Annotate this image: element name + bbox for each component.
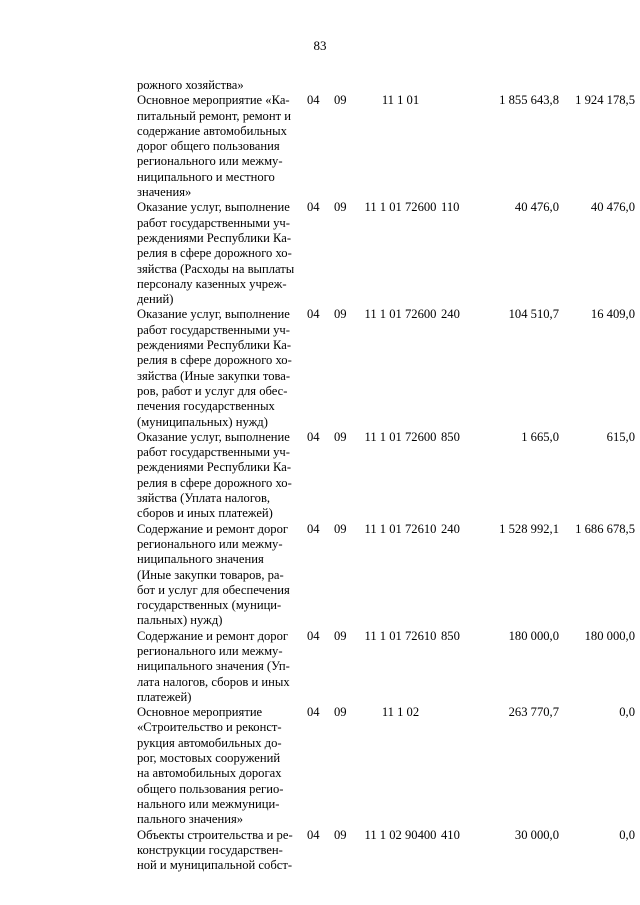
- item-name-cell: [137, 78, 307, 93]
- item-name-line: лата налогов, сборов и иных: [137, 674, 290, 689]
- item-name-line: работ государственными уч-: [137, 322, 290, 337]
- section-code-cell: 04: [307, 827, 320, 842]
- item-name-line: регионального или межму-: [137, 643, 283, 658]
- item-name-line: государственных (муници-: [137, 598, 282, 613]
- item-name-line: Основное мероприятие «Ка-: [137, 93, 290, 108]
- item-name-line: бот и услуг для обеспечения: [137, 582, 290, 597]
- amount-year-2-cell: 180 000,0: [584, 628, 635, 643]
- item-name-line: на автомобильных дорогах: [137, 766, 282, 781]
- section-code-cell: 04: [307, 93, 320, 108]
- amount-year-2-cell: 16 409,0: [590, 307, 635, 322]
- section-code-cell: 04: [307, 628, 320, 643]
- amount-year-1-cell: 1 665,0: [521, 429, 559, 444]
- item-name-line: релия в сфере дорожного хо-: [137, 353, 292, 368]
- section-code-cell: 04: [307, 705, 320, 720]
- item-name-line: релия в сфере дорожного хо-: [137, 246, 292, 261]
- item-name-line: зяйства (Иные закупки това-: [137, 368, 291, 383]
- amount-year-1-cell: 1 528 992,1: [499, 521, 559, 536]
- subsection-code-cell: 09: [334, 307, 347, 322]
- item-name-line: Оказание услуг, выполнение: [137, 429, 290, 444]
- target-article-cell: 11 1 01 72610: [364, 628, 437, 643]
- item-name-line: рукция автомобильных до-: [137, 735, 282, 750]
- item-name-line: ниципального значения: [137, 552, 264, 567]
- item-name-line: пального значения»: [137, 812, 244, 827]
- amount-year-2-cell: 40 476,0: [590, 200, 635, 215]
- amount-year-1-cell: 104 510,7: [508, 307, 559, 322]
- item-name-line: Содержание и ремонт дорог: [137, 521, 289, 536]
- item-name-line: Оказание услуг, выполнение: [137, 307, 290, 322]
- amount-year-2-cell: [559, 78, 635, 93]
- amount-year-1-cell: [467, 78, 559, 93]
- item-name-line: реждениями Республики Ка-: [137, 230, 292, 245]
- item-name-line: рог, мостовых сооружений: [137, 751, 281, 766]
- target-article-cell: 11 1 01 72600: [364, 429, 437, 444]
- item-name-line: «Строительство и реконст-: [137, 720, 282, 735]
- item-name-cell: [137, 200, 307, 307]
- budget-table: [137, 78, 635, 873]
- expense-type-cell: 410: [441, 827, 460, 842]
- item-name-line: рожного хозяйства»: [137, 78, 244, 92]
- item-name-line: реждениями Республики Ка-: [137, 338, 292, 353]
- expense-type-cell: [441, 705, 467, 827]
- target-article-cell: 11 1 01 72600: [364, 200, 437, 215]
- target-article-cell: 11 1 01 72610: [364, 521, 437, 536]
- subsection-code-cell: 09: [334, 705, 347, 720]
- subsection-code-cell: 09: [334, 628, 347, 643]
- item-name-cell: [137, 705, 307, 827]
- item-name-cell: [137, 430, 307, 522]
- table-row: [137, 522, 635, 629]
- item-name-line: общего пользования регио-: [137, 781, 284, 796]
- subsection-code-cell: 09: [334, 827, 347, 842]
- table-row: [137, 828, 635, 874]
- amount-year-2-cell: 1 924 178,5: [575, 93, 635, 108]
- item-name-line: дений): [137, 292, 174, 307]
- amount-year-1-cell: 180 000,0: [508, 628, 559, 643]
- item-name-line: релия в сфере дорожного хо-: [137, 475, 292, 490]
- item-name-line: питальный ремонт, ремонт и: [137, 108, 291, 123]
- item-name-cell: [137, 828, 307, 874]
- table-row: [137, 705, 635, 827]
- item-name-line: дорог общего пользования: [137, 139, 280, 154]
- subsection-code-cell: 09: [334, 93, 347, 108]
- amount-year-2-cell: 1 686 678,5: [575, 521, 635, 536]
- table-row: [137, 430, 635, 522]
- item-name-line: зяйства (Расходы на выплаты: [137, 261, 295, 276]
- item-name-line: (муниципальных) нужд): [137, 414, 268, 429]
- item-name-line: пальных) нужд): [137, 613, 223, 628]
- item-name-line: персоналу казенных учреж-: [137, 276, 287, 291]
- item-name-line: Объекты строительства и ре-: [137, 827, 293, 842]
- item-name-line: Содержание и ремонт дорог: [137, 628, 289, 643]
- table-row: [137, 629, 635, 705]
- amount-year-1-cell: 40 476,0: [514, 200, 559, 215]
- item-name-line: платежей): [137, 689, 192, 704]
- amount-year-2-cell: 0,0: [619, 827, 635, 842]
- expense-type-cell: [441, 93, 467, 200]
- table-body: [137, 78, 635, 873]
- item-name-line: печения государственных: [137, 399, 275, 414]
- item-name-line: зяйства (Уплата налогов,: [137, 491, 271, 506]
- item-name-cell: [137, 307, 307, 429]
- item-name-line: ниципального значения (Уп-: [137, 659, 290, 674]
- item-name-cell: [137, 93, 307, 200]
- item-name-line: Оказание услуг, выполнение: [137, 200, 290, 215]
- item-name-line: ров, работ и услуг для обес-: [137, 383, 288, 398]
- section-code-cell: 04: [307, 521, 320, 536]
- item-name-line: значения»: [137, 185, 192, 200]
- item-name-line: сборов и иных платежей): [137, 506, 273, 521]
- table-row: [137, 78, 635, 93]
- table-row: [137, 307, 635, 429]
- subsection-code-cell: 09: [334, 429, 347, 444]
- expense-type-cell: 110: [441, 200, 460, 215]
- expense-type-cell: 240: [441, 307, 460, 322]
- section-code-cell: 04: [307, 307, 320, 322]
- item-name-line: содержание автомобильных: [137, 123, 287, 138]
- section-code-cell: [307, 78, 334, 93]
- amount-year-1-cell: 30 000,0: [514, 827, 559, 842]
- expense-type-cell: 850: [441, 628, 460, 643]
- item-name-line: работ государственными уч-: [137, 215, 290, 230]
- amount-year-1-cell: 1 855 643,8: [499, 93, 559, 108]
- amount-year-2-cell: 615,0: [606, 429, 635, 444]
- subsection-code-cell: 09: [334, 200, 347, 215]
- target-article-cell: 11 1 01: [381, 93, 420, 108]
- expense-type-cell: 240: [441, 521, 460, 536]
- section-code-cell: 04: [307, 429, 320, 444]
- item-name-line: ной и муниципальной собст-: [137, 858, 293, 873]
- item-name-line: регионального или межму-: [137, 154, 283, 169]
- table-row: [137, 200, 635, 307]
- target-article-cell: 11 1 01 72600: [364, 307, 437, 322]
- section-code-cell: 04: [307, 200, 320, 215]
- item-name-line: реждениями Республики Ка-: [137, 460, 292, 475]
- item-name-cell: [137, 629, 307, 705]
- subsection-code-cell: [334, 78, 360, 93]
- item-name-line: ниципального и местного: [137, 169, 275, 184]
- page-number: 83: [313, 38, 327, 53]
- target-article-cell: [360, 78, 441, 93]
- table-row: [137, 93, 635, 200]
- subsection-code-cell: 09: [334, 521, 347, 536]
- target-article-cell: 11 1 02: [381, 705, 420, 720]
- expense-type-cell: [441, 78, 467, 93]
- item-name-line: работ государственными уч-: [137, 445, 290, 460]
- amount-year-2-cell: 0,0: [619, 705, 635, 720]
- item-name-line: конструкции государствен-: [137, 842, 283, 857]
- item-name-cell: [137, 522, 307, 629]
- item-name-line: (Иные закупки товаров, ра-: [137, 567, 284, 582]
- item-name-line: нального или межмуници-: [137, 796, 280, 811]
- item-name-line: регионального или межму-: [137, 536, 283, 551]
- item-name-line: Основное мероприятие: [137, 705, 263, 720]
- amount-year-1-cell: 263 770,7: [508, 705, 559, 720]
- expense-type-cell: 850: [441, 429, 460, 444]
- target-article-cell: 11 1 02 90400: [364, 827, 437, 842]
